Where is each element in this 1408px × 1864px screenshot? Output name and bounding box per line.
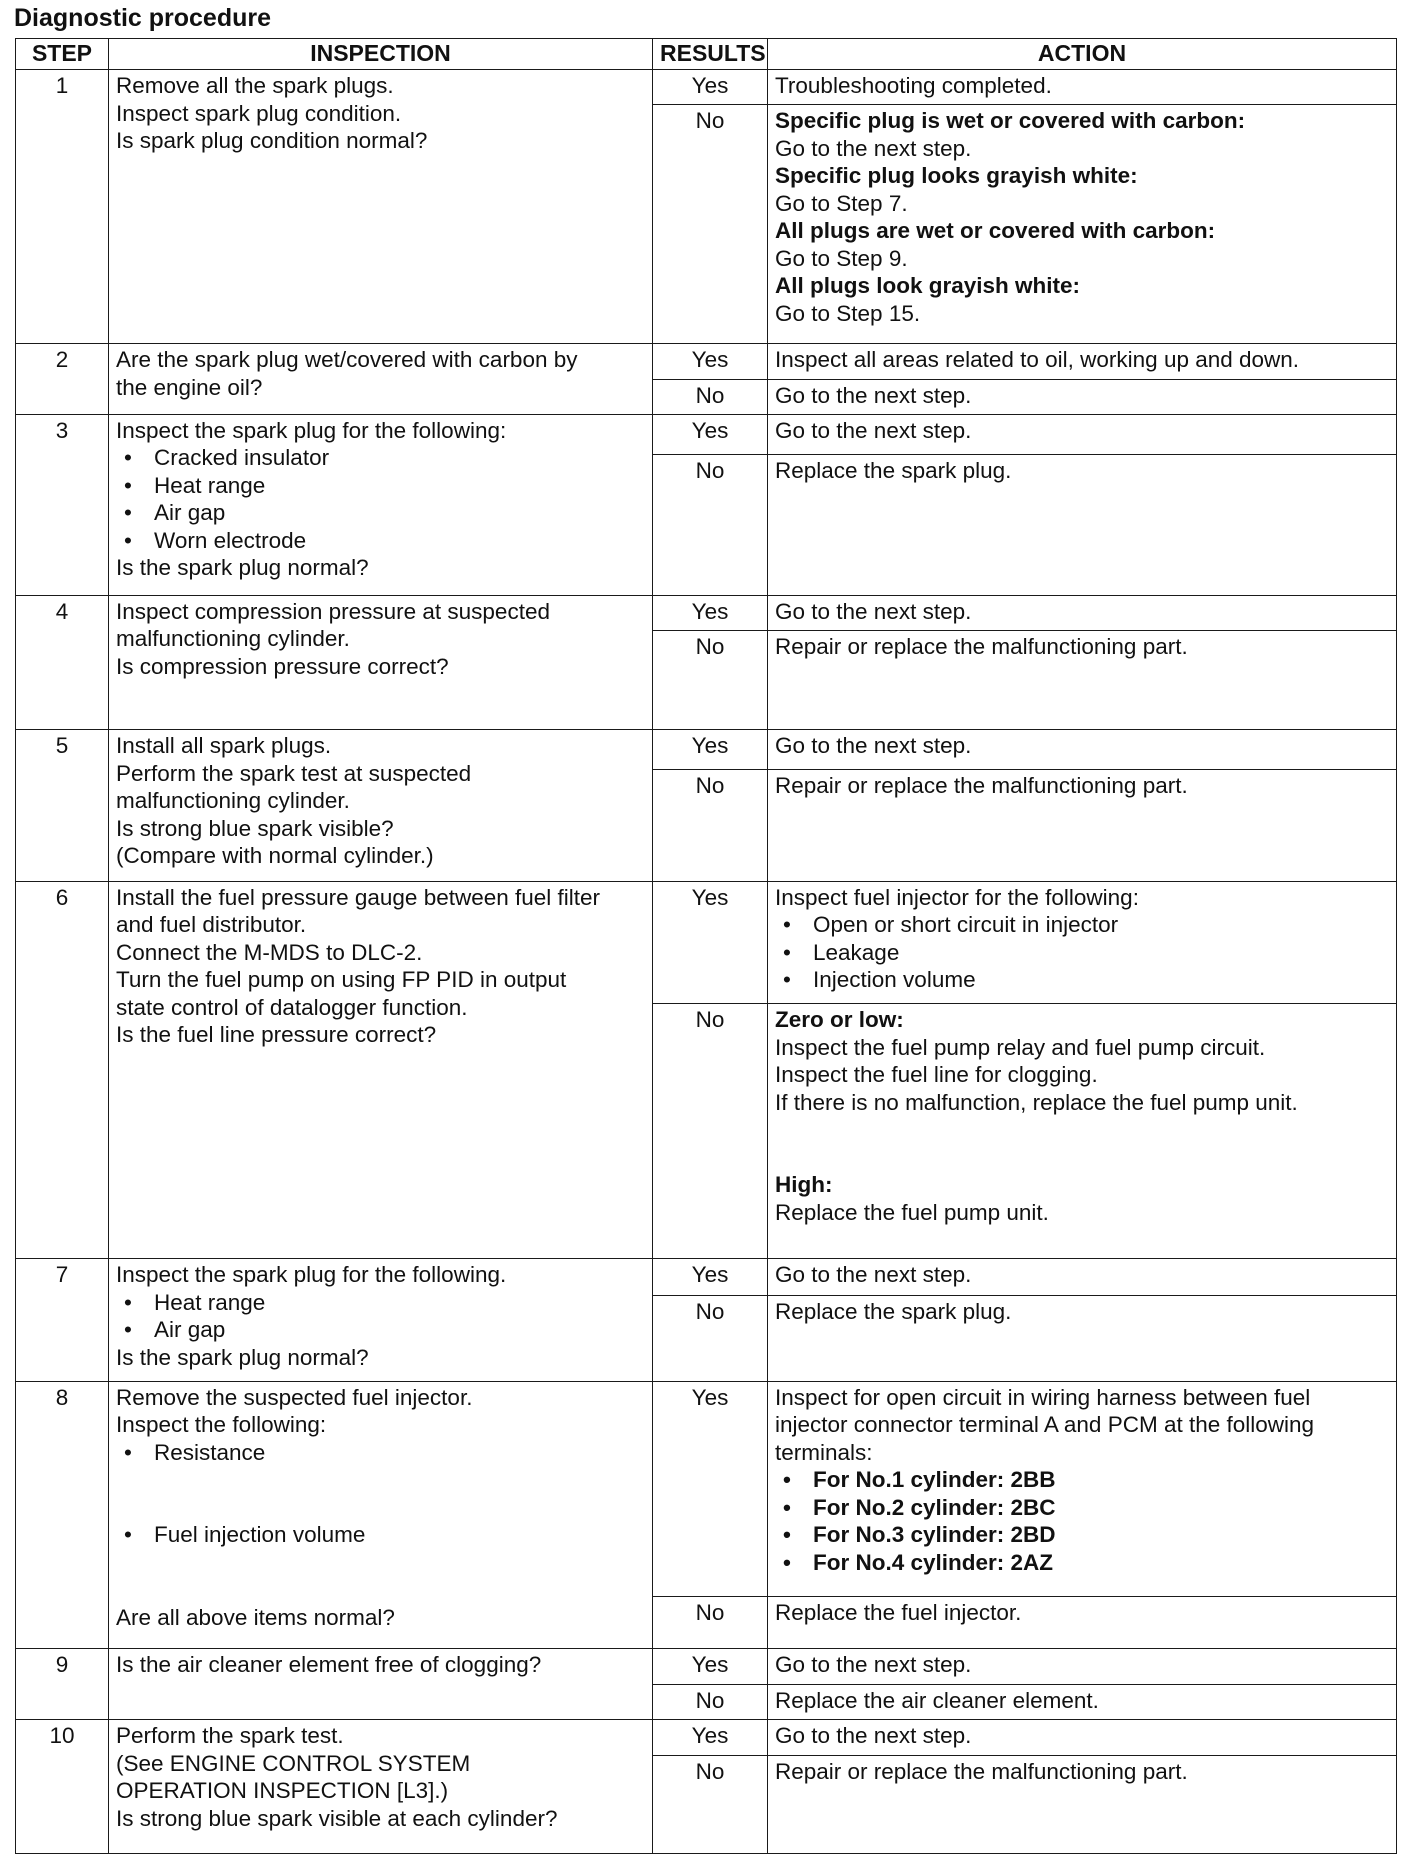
inspection-cell	[109, 881, 653, 1258]
action-header: ACTION	[768, 39, 1397, 70]
step-number: 10	[16, 1720, 109, 1854]
condition-heading: Specific plug is wet or covered with carbon:	[775, 108, 1246, 134]
inspection-cell	[109, 1720, 653, 1854]
text-line: Is the fuel line pressure correct?	[116, 1022, 437, 1048]
result-no: No	[653, 631, 768, 730]
step-number: 9	[16, 1649, 109, 1720]
text-line: Go to the next step.	[775, 733, 972, 759]
text-line: Perform the spark test.	[116, 1723, 344, 1749]
text-line: and fuel distributor.	[116, 912, 307, 938]
text-line: Troubleshooting completed.	[775, 73, 1052, 98]
bullet-item: • Injection volume	[775, 966, 1389, 994]
result-yes: Yes	[653, 881, 768, 1004]
result-no: No	[653, 1296, 768, 1381]
inspection-cell	[109, 1381, 653, 1649]
text-line: Go to Step 15.	[775, 300, 921, 326]
action-yes	[768, 1381, 1397, 1597]
header-row	[16, 39, 1397, 70]
text-line: malfunctioning cylinder.	[116, 788, 350, 814]
text-line: malfunctioning cylinder.	[116, 626, 350, 652]
text-line: Go to the next step.	[775, 382, 972, 408]
text-line: Is strong blue spark visible?	[116, 815, 394, 841]
step-number: 5	[16, 730, 109, 882]
text-line: terminals:	[775, 1439, 873, 1465]
step-header: STEP	[16, 39, 109, 70]
text-line: Go to the next step.	[775, 1652, 972, 1678]
action-yes	[768, 344, 1397, 379]
action-no	[768, 455, 1397, 595]
spacer	[116, 1549, 645, 1604]
condition-heading: High:	[775, 1172, 833, 1198]
text-line: Inspect the spark plug for the following:	[116, 417, 507, 443]
action-no	[768, 379, 1397, 414]
bullet-item: • Worn electrode	[116, 527, 645, 555]
text-line: the engine oil?	[116, 374, 263, 400]
step-row	[16, 414, 1397, 454]
result-yes: Yes	[653, 70, 768, 105]
text-line: Is compression pressure correct?	[116, 653, 449, 679]
action-no	[768, 631, 1397, 730]
inspection-cell	[109, 70, 653, 344]
result-no: No	[653, 1755, 768, 1853]
inspection-cell	[109, 595, 653, 730]
text-line: Go to Step 7.	[775, 190, 908, 216]
text-line: Replace the fuel pump unit.	[775, 1199, 1049, 1225]
text-line: Replace the spark plug.	[775, 458, 1012, 484]
spacer	[775, 1116, 1389, 1171]
text-line: Inspect all areas related to oil, working up and down.	[775, 347, 1300, 373]
text-line: Is the air cleaner element free of clogging?	[116, 1652, 542, 1678]
condition-heading: All plugs are wet or covered with carbon:	[775, 218, 1216, 244]
inspection-cell	[109, 1259, 653, 1382]
result-no: No	[653, 455, 768, 595]
action-no	[768, 1755, 1397, 1853]
step-number: 4	[16, 595, 109, 730]
result-yes: Yes	[653, 1720, 768, 1755]
result-yes: Yes	[653, 344, 768, 379]
step-row	[16, 1649, 1397, 1684]
action-no	[768, 1597, 1397, 1649]
result-yes: Yes	[653, 1649, 768, 1684]
result-yes: Yes	[653, 595, 768, 630]
step-number: 7	[16, 1259, 109, 1382]
bullet-item: • For No.1 cylinder: 2BB	[775, 1466, 1389, 1494]
result-no: No	[653, 1597, 768, 1649]
text-line: Is strong blue spark visible at each cylinder?	[116, 1805, 558, 1831]
step-number: 3	[16, 414, 109, 595]
bullet-item: • For No.3 cylinder: 2BD	[775, 1521, 1389, 1549]
bullet-item: • For No.4 cylinder: 2AZ	[775, 1549, 1389, 1577]
text-line: Is the spark plug normal?	[116, 1344, 369, 1370]
text-line: Turn the fuel pump on using FP PID in output	[116, 967, 567, 993]
step-row	[16, 70, 1397, 105]
bullet-item: • Heat range	[116, 1289, 645, 1317]
action-no	[768, 1296, 1397, 1381]
inspection-header: INSPECTION	[109, 39, 653, 70]
step-number: 2	[16, 344, 109, 415]
result-no: No	[653, 379, 768, 414]
text-line: Inspect spark plug condition.	[116, 100, 402, 126]
bullet-item: • Leakage	[775, 939, 1389, 967]
result-no: No	[653, 770, 768, 882]
result-no: No	[653, 1684, 768, 1719]
text-line: Go to the next step.	[775, 1723, 972, 1749]
action-yes	[768, 595, 1397, 630]
spacer	[116, 1466, 645, 1521]
text-line: Are all above items normal?	[116, 1604, 395, 1630]
text-line: Remove all the spark plugs.	[116, 73, 394, 98]
condition-heading: Specific plug looks grayish white:	[775, 163, 1138, 189]
text-line: Go to the next step.	[775, 135, 972, 161]
text-line: OPERATION INSPECTION [L3].)	[116, 1778, 449, 1804]
text-line: Is the spark plug normal?	[116, 555, 369, 581]
action-no	[768, 770, 1397, 882]
text-line: Inspect for open circuit in wiring harness between fuel	[775, 1384, 1311, 1410]
action-no	[768, 105, 1397, 344]
text-line: Inspect the following:	[116, 1412, 327, 1438]
result-yes: Yes	[653, 730, 768, 770]
text-line: Install all spark plugs.	[116, 733, 332, 759]
text-line: Go to Step 9.	[775, 245, 908, 271]
page-title: Diagnostic procedure	[14, 4, 271, 32]
results-header: RESULTS	[653, 39, 768, 70]
inspection-cell	[109, 344, 653, 415]
result-yes: Yes	[653, 414, 768, 454]
action-no	[768, 1684, 1397, 1719]
inspection-cell	[109, 414, 653, 595]
text-line: Perform the spark test at suspected	[116, 760, 472, 786]
action-yes	[768, 1649, 1397, 1684]
text-line: Inspect the fuel line for clogging.	[775, 1062, 1098, 1088]
result-no: No	[653, 105, 768, 344]
result-yes: Yes	[653, 1259, 768, 1296]
action-yes	[768, 70, 1397, 105]
text-line: Connect the M-MDS to DLC-2.	[116, 939, 423, 965]
diagnostic-table	[15, 38, 1397, 1854]
text-line: Repair or replace the malfunctioning part.	[775, 773, 1188, 799]
text-line: Are the spark plug wet/covered with carbon by	[116, 347, 578, 373]
result-no: No	[653, 1004, 768, 1259]
text-line: Inspect fuel injector for the following:	[775, 884, 1139, 910]
text-line: Remove the suspected fuel injector.	[116, 1384, 473, 1410]
text-line: Replace the air cleaner element.	[775, 1687, 1099, 1713]
result-yes: Yes	[653, 1381, 768, 1597]
text-line: Replace the fuel injector.	[775, 1600, 1022, 1626]
step-row	[16, 1720, 1397, 1755]
condition-heading: All plugs look grayish white:	[775, 273, 1081, 299]
text-line: Go to the next step.	[775, 598, 972, 624]
bullet-item: • Heat range	[116, 472, 645, 500]
inspection-cell	[109, 1649, 653, 1720]
bullet-item: • Fuel injection volume	[116, 1521, 645, 1549]
action-no	[768, 1004, 1397, 1259]
action-yes	[768, 881, 1397, 1004]
text-line: Replace the spark plug.	[775, 1299, 1012, 1325]
bullet-item: • For No.2 cylinder: 2BC	[775, 1494, 1389, 1522]
text-line: Inspect the fuel pump relay and fuel pump circuit.	[775, 1034, 1266, 1060]
action-yes	[768, 1720, 1397, 1755]
step-row	[16, 1259, 1397, 1296]
step-row	[16, 730, 1397, 770]
text-line: Go to the next step.	[775, 417, 972, 443]
text-line: Inspect compression pressure at suspected	[116, 598, 550, 624]
step-row	[16, 344, 1397, 379]
bullet-item: • Cracked insulator	[116, 444, 645, 472]
step-row	[16, 881, 1397, 1004]
action-yes	[768, 1259, 1397, 1296]
text-line: state control of datalogger function.	[116, 994, 468, 1020]
bullet-item: • Air gap	[116, 1316, 645, 1344]
step-number: 6	[16, 881, 109, 1258]
step-row	[16, 1381, 1397, 1597]
text-line: (Compare with normal cylinder.)	[116, 843, 434, 869]
bullet-item: • Open or short circuit in injector	[775, 911, 1389, 939]
text-line: Is spark plug condition normal?	[116, 128, 428, 153]
bullet-item: • Air gap	[116, 499, 645, 527]
inspection-cell	[109, 730, 653, 882]
text-line: (See ENGINE CONTROL SYSTEM	[116, 1750, 471, 1776]
condition-heading: Zero or low:	[775, 1007, 904, 1033]
step-number: 1	[16, 70, 109, 344]
bullet-item: • Resistance	[116, 1439, 645, 1467]
text-line: Install the fuel pressure gauge between fuel filter	[116, 884, 601, 910]
text-line: Repair or replace the malfunctioning part.	[775, 1758, 1188, 1784]
text-line: Inspect the spark plug for the following.	[116, 1262, 507, 1288]
text-line: Go to the next step.	[775, 1262, 972, 1288]
action-yes	[768, 730, 1397, 770]
step-row	[16, 595, 1397, 630]
action-yes	[768, 414, 1397, 454]
text-line: injector connector terminal A and PCM at the following	[775, 1412, 1315, 1438]
text-line: Repair or replace the malfunctioning part.	[775, 634, 1188, 659]
step-number: 8	[16, 1381, 109, 1649]
text-line: If there is no malfunction, replace the fuel pump unit.	[775, 1089, 1298, 1115]
